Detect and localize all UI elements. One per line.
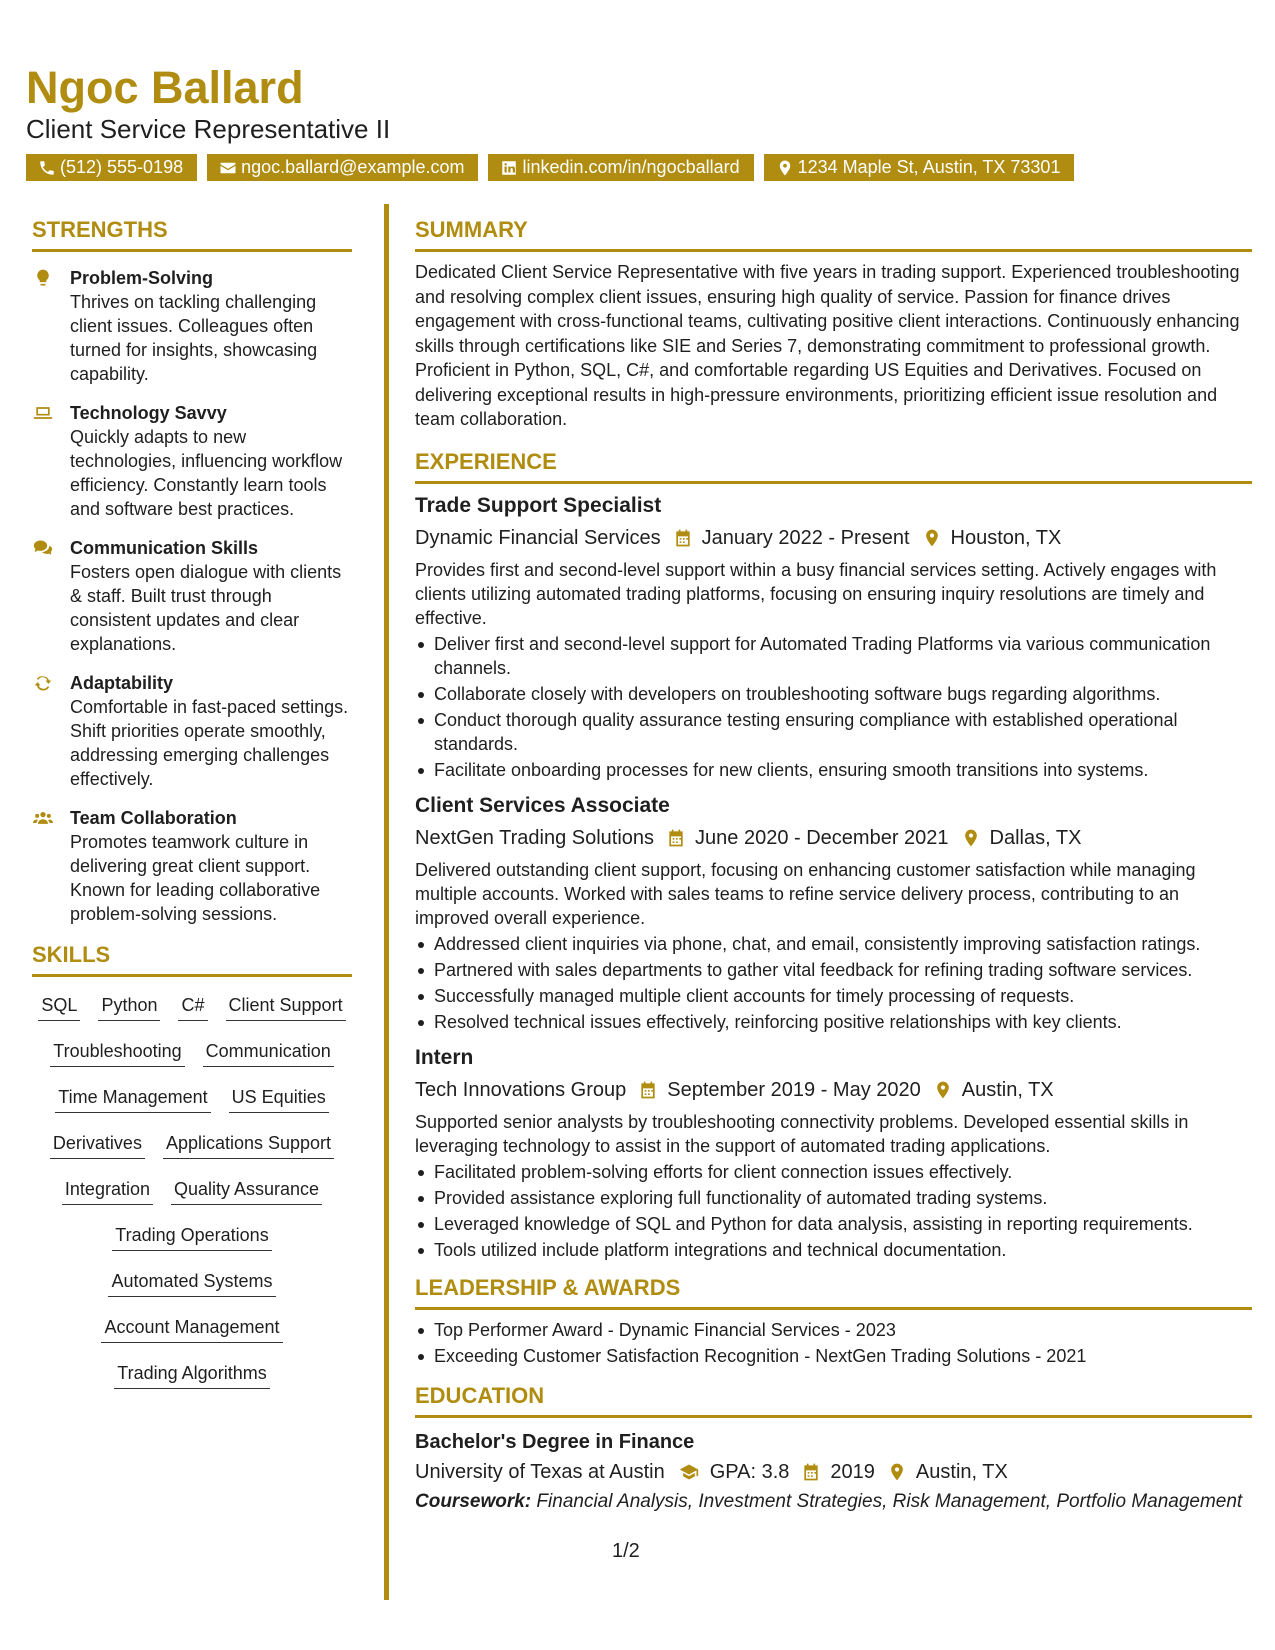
- summary-heading: SUMMARY: [415, 216, 1252, 252]
- job-bullet: Facilitated problem-solving efforts for client connection issues effectively.: [415, 1160, 1252, 1184]
- strength-desc: Thrives on tackling challenging client issues. Colleagues often turned for insights, showcasing capability.: [70, 292, 318, 384]
- left-column: [32, 216, 352, 1405]
- job-bullet: Conduct thorough quality assurance testing ensuring compliance with established operational standards.: [415, 708, 1252, 756]
- strength-desc: Comfortable in fast-paced settings. Shift priorities operate smoothly, addressing emerging challenges effectively.: [70, 697, 349, 789]
- linkedin-icon: [500, 159, 518, 177]
- envelope-icon: [219, 159, 237, 177]
- address-chip: [764, 154, 1075, 181]
- page-number: 1/2: [612, 1540, 640, 1562]
- strengths-list: [32, 266, 352, 926]
- education-school: University of Texas at Austin: [415, 1460, 665, 1483]
- job-company: Tech Innovations Group: [415, 1078, 627, 1101]
- strengths-heading: STRENGTHS: [32, 216, 352, 252]
- job-description: Delivered outstanding client support, focusing on enhancing customer satisfaction while managing multiple accounts. Worked with sales teams to refine service delivery process, contributing to an improved overall experience.: [415, 859, 1196, 928]
- skill-tag: Time Management: [55, 1083, 210, 1113]
- skill-tag: Applications Support: [163, 1129, 334, 1159]
- coursework-label: Coursework:: [415, 1490, 532, 1512]
- job-bullets: [415, 932, 1252, 1034]
- right-column: [415, 216, 1252, 1514]
- awards-list: [415, 1318, 1252, 1368]
- strength-desc: Promotes teamwork culture in delivering great client support. Known for leading collaborative problem-solving sessions.: [70, 832, 321, 924]
- strength-name: Team Collaboration: [70, 808, 237, 828]
- contact-bar: [26, 154, 1256, 181]
- job-company: Dynamic Financial Services: [415, 526, 661, 549]
- job-entry: [415, 1044, 1252, 1262]
- map-pin-icon: [961, 828, 981, 848]
- coursework-text: Financial Analysis, Investment Strategies, Risk Management, Portfolio Management: [536, 1490, 1243, 1512]
- map-pin-icon: [922, 528, 942, 548]
- education-degree: Bachelor's Degree in Finance: [415, 1430, 695, 1453]
- skill-tag: Trading Operations: [112, 1221, 271, 1251]
- job-bullet: Collaborate closely with developers on troubleshooting software bugs regarding algorithms.: [415, 682, 1252, 706]
- lightbulb-icon: [32, 268, 54, 288]
- strength-name: Communication Skills: [70, 538, 259, 558]
- email-text: ngoc.ballard@example.com: [241, 157, 465, 177]
- linkedin-chip[interactable]: [488, 154, 753, 181]
- calendar-icon: [673, 528, 693, 548]
- education-heading: EDUCATION: [415, 1382, 1252, 1418]
- job-company: NextGen Trading Solutions: [415, 826, 655, 849]
- skill-tag: Account Management: [101, 1313, 282, 1343]
- skill-tag: Communication: [203, 1037, 334, 1067]
- job-dates: January 2022 - Present: [701, 526, 910, 549]
- calendar-icon: [801, 1462, 821, 1482]
- skill-tag: Trading Algorithms: [114, 1359, 269, 1389]
- job-location: Houston, TX: [950, 526, 1062, 549]
- strength-item: [32, 401, 352, 521]
- job-dates: September 2019 - May 2020: [667, 1078, 921, 1101]
- job-bullet: Resolved technical issues effectively, reinforcing positive relationships with key clients.: [415, 1010, 1252, 1034]
- graduation-cap-icon: [677, 1462, 701, 1482]
- map-pin-icon: [887, 1462, 907, 1482]
- skills-list: [32, 991, 352, 1405]
- strength-name: Problem-Solving: [70, 268, 214, 288]
- strength-item: [32, 536, 352, 656]
- job-bullet: Provided assistance exploring full functionality of automated trading systems.: [415, 1186, 1252, 1210]
- strength-name: Technology Savvy: [70, 403, 227, 423]
- skill-tag: Derivatives: [50, 1129, 145, 1159]
- map-pin-icon: [933, 1080, 953, 1100]
- strength-item: [32, 671, 352, 791]
- job-bullet: Tools utilized include platform integrations and technical documentation.: [415, 1238, 1252, 1262]
- job-description: Provides first and second-level support within a busy financial services setting. Actively engages with clients utilizing automated trading platforms, focusing on ensuring inquiry resolutions are timely and effective.: [415, 559, 1217, 628]
- job-bullet: Partnered with sales departments to gather vital feedback for refining trading software services.: [415, 958, 1252, 982]
- phone-icon: [38, 159, 56, 177]
- education-coursework: [415, 1490, 1252, 1514]
- laptop-icon: [32, 403, 54, 423]
- education-location: Austin, TX: [915, 1460, 1008, 1483]
- job-description: Supported senior analysts by troubleshooting connectivity problems. Developed essential skills in leveraging technology to assist in the support of automated trading applications.: [415, 1111, 1189, 1156]
- strength-item: [32, 266, 352, 386]
- strength-desc: Fosters open dialogue with clients & staff. Built trust through consistent updates and clear explanations.: [70, 562, 342, 654]
- map-pin-icon: [776, 159, 794, 177]
- email-chip[interactable]: [207, 154, 478, 181]
- candidate-name: Ngoc Ballard: [26, 62, 304, 113]
- job-bullet: Addressed client inquiries via phone, chat, and email, consistently improving satisfaction ratings.: [415, 932, 1252, 956]
- linkedin-text: linkedin.com/in/ngocballard: [522, 157, 740, 177]
- job-bullets: [415, 1160, 1252, 1262]
- education-meta: [415, 1458, 1252, 1486]
- job-bullets: [415, 632, 1252, 782]
- skill-tag: Integration: [62, 1175, 153, 1205]
- skill-tag: Quality Assurance: [171, 1175, 322, 1205]
- strength-desc: Quickly adapts to new technologies, influencing workflow efficiency. Constantly learn tools and software best practices.: [70, 427, 343, 519]
- job-bullet: Successfully managed multiple client accounts for timely processing of requests.: [415, 984, 1252, 1008]
- job-role: Intern: [415, 1045, 474, 1069]
- skill-tag: US Equities: [229, 1083, 329, 1113]
- skill-tag: C#: [178, 991, 207, 1021]
- education-gpa: GPA: 3.8: [709, 1460, 790, 1483]
- skill-tag: Automated Systems: [108, 1267, 275, 1297]
- job-entry: [415, 792, 1252, 1034]
- skill-tag: Client Support: [226, 991, 346, 1021]
- strength-name: Adaptability: [70, 673, 174, 693]
- users-icon: [32, 808, 54, 828]
- calendar-icon: [638, 1080, 658, 1100]
- job-meta: [415, 524, 1252, 552]
- skill-tag: Troubleshooting: [50, 1037, 184, 1067]
- job-meta: [415, 824, 1252, 852]
- skill-tag: SQL: [38, 991, 80, 1021]
- job-meta: [415, 1076, 1252, 1104]
- strength-item: [32, 806, 352, 926]
- experience-heading: EXPERIENCE: [415, 448, 1252, 484]
- job-location: Austin, TX: [961, 1078, 1054, 1101]
- column-divider: [384, 204, 389, 1600]
- award-item: Top Performer Award - Dynamic Financial Services - 2023: [415, 1318, 1252, 1342]
- job-role: Trade Support Specialist: [415, 493, 662, 517]
- job-bullet: Deliver first and second-level support for Automated Trading Platforms via various communication channels.: [415, 632, 1252, 680]
- chat-icon: [32, 538, 54, 558]
- education-year: 2019: [830, 1460, 875, 1483]
- refresh-icon: [32, 673, 54, 693]
- job-bullet: Facilitate onboarding processes for new clients, ensuring smooth transitions into systems.: [415, 758, 1252, 782]
- summary-text: Dedicated Client Service Representative with five years in trading support. Experienced troubleshooting and resolving complex client issues, ensuring high quality of service. Passion for finance drives engagement with cross-functional teams, cultivating positive client interactions. Continuously enhancing skills through certifications like SIE and Series 7, demonstrating commitment to professional growth. Proficient in Python, SQL, C#, and comfortable regarding US Equities and Derivatives. Focused on delivering exceptional results in high-pressure environments, prioritizing efficient issue resolution and team collaboration.: [415, 262, 1240, 429]
- job-location: Dallas, TX: [989, 826, 1082, 849]
- calendar-icon: [666, 828, 686, 848]
- skills-heading: SKILLS: [32, 941, 352, 977]
- phone-chip[interactable]: [26, 154, 197, 181]
- job-role: Client Services Associate: [415, 793, 670, 817]
- award-item: Exceeding Customer Satisfaction Recognition - NextGen Trading Solutions - 2021: [415, 1344, 1252, 1368]
- skill-tag: Python: [98, 991, 160, 1021]
- job-entry: [415, 492, 1252, 782]
- job-dates: June 2020 - December 2021: [695, 826, 949, 849]
- candidate-title: Client Service Representative II: [26, 114, 391, 144]
- job-bullet: Leveraged knowledge of SQL and Python for data analysis, assisting in reporting requirements.: [415, 1212, 1252, 1236]
- resume-header: [26, 62, 1256, 181]
- phone-text: (512) 555-0198: [60, 157, 184, 177]
- awards-heading: LEADERSHIP & AWARDS: [415, 1274, 1252, 1310]
- address-text: 1234 Maple St, Austin, TX 73301: [797, 157, 1061, 177]
